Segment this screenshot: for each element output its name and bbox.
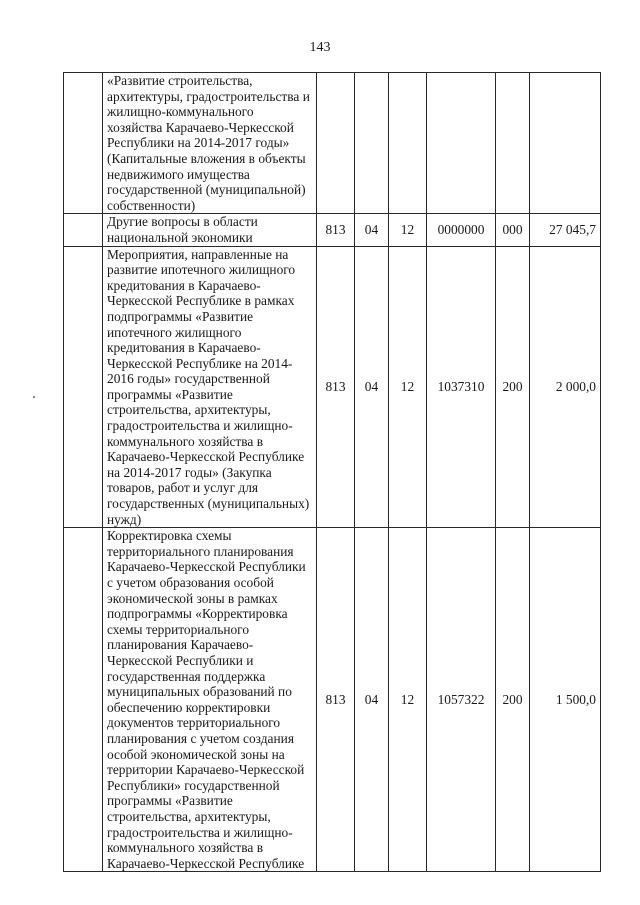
- row-name: Мероприятия, направленные на развитие ипотечного жилищного кредитования в Карачаево-Черкесской Республике в рамках подпрограммы «Развитие ипотечного жилищного кредитования в Карачаево-Черкесской Республике на 2014-2016 годы» государственной программы «Развитие строительства, архитектуры, градостроительства и жилищно-коммунального хозяйства в Карачаево-Черкесской Республике на 2014-2017 годы» (Закупка товаров, работ и услуг для государственных (муниципальных) нужд): [103, 246, 317, 528]
- row-target: 1037310: [427, 246, 496, 528]
- row-subsection: 12: [389, 528, 427, 872]
- row-type: [496, 73, 530, 214]
- row-amount: 2 000,0: [530, 246, 601, 528]
- row-name: Корректировка схемы территориального планирования Карачаево-Черкесской Республики с учетом образования особой экономической зоны в рамках подпрограммы «Корректировка схемы территориального планирования Карачаево-Черкесской Республики и государственная поддержка муниципальных образований по обеспечению корректировки документов территориального планирования с учетом создания особой экономической зоны на территории Карачаево-Черкесской Республики» государственной программы «Развитие строительства, архитектуры, градостроительства и жилищно-коммунального хозяйства в Карачаево-Черкесской Республике: [103, 528, 317, 872]
- row-subsection: 12: [389, 214, 427, 246]
- page-number: 143: [309, 40, 331, 55]
- row-code: 813: [317, 528, 355, 872]
- row-amount: [530, 73, 601, 214]
- row-name: Другие вопросы в области национальной экономики: [103, 214, 317, 246]
- row-code: 813: [317, 246, 355, 528]
- row-type: 200: [496, 246, 530, 528]
- budget-table: [63, 72, 601, 872]
- row-target: [427, 73, 496, 214]
- row-target: 0000000: [427, 214, 496, 246]
- table-row: [64, 214, 601, 246]
- row-section: [355, 73, 389, 214]
- row-target: 1057322: [427, 528, 496, 872]
- row-type: 200: [496, 528, 530, 872]
- row-subsection: 12: [389, 246, 427, 528]
- row-type: 000: [496, 214, 530, 246]
- row-amount: 27 045,7: [530, 214, 601, 246]
- row-section: 04: [355, 214, 389, 246]
- row-index-cell: [64, 246, 103, 528]
- row-code: [317, 73, 355, 214]
- table-row: [64, 528, 601, 872]
- row-index-cell: [64, 528, 103, 872]
- row-name: «Развитие строительства, архитектуры, градостроительства и жилищно-коммунального хозяйства Карачаево-Черкесской Республики на 2014-2017 годы» (Капитальные вложения в объекты недвижимого имущества государственной (муниципальной) собственности): [103, 73, 317, 214]
- table-row: [64, 73, 601, 214]
- table-row: [64, 246, 601, 528]
- row-section: 04: [355, 246, 389, 528]
- row-amount: 1 500,0: [530, 528, 601, 872]
- row-code: 813: [317, 214, 355, 246]
- scan-speck: [33, 396, 35, 398]
- row-section: 04: [355, 528, 389, 872]
- row-subsection: [389, 73, 427, 214]
- row-index-cell: [64, 73, 103, 214]
- row-index-cell: [64, 214, 103, 246]
